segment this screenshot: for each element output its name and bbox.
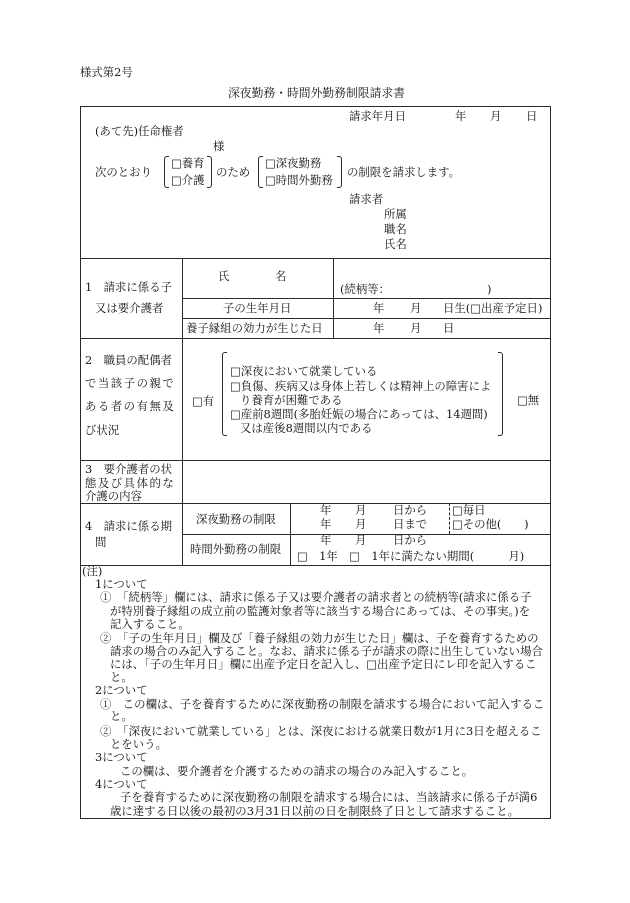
note-line: ① この欄は、子を養育するために深夜勤務の制限を請求する場合において記入するこ bbox=[100, 697, 545, 711]
reason-option-nursing-care: □介護 bbox=[171, 173, 205, 187]
note-group-title: 2について bbox=[95, 683, 148, 697]
note-group-title: 4について bbox=[95, 777, 148, 791]
note-line: と。 bbox=[110, 670, 133, 684]
request-date-day-unit: 日 bbox=[526, 109, 538, 123]
note-line: とをいう。 bbox=[110, 737, 167, 751]
note-line: 歳に達する日以後の最初の3月31日以前の日を制限終了日として請求すること。 bbox=[110, 804, 520, 818]
section4-divider bbox=[80, 565, 551, 566]
late-night-until-month-unit: 月 bbox=[355, 517, 367, 531]
relationship-close: ) bbox=[487, 282, 492, 296]
overtime-from-month-unit: 月 bbox=[355, 533, 367, 547]
requester-name-label: 氏名 bbox=[384, 237, 407, 251]
spouse-yes-option: □有 bbox=[192, 394, 215, 408]
section1-row-divider bbox=[182, 318, 551, 319]
section1-divider bbox=[80, 338, 551, 339]
note-line: ② 「子の生年月日」欄及び「養子縁組の効力が生じた日」欄は、子を養育するための bbox=[100, 631, 539, 645]
restriction-bracket-left bbox=[258, 156, 263, 188]
birthdate-day-suffix: 日生(□出産予定日) bbox=[443, 301, 543, 315]
condition-bracket-right bbox=[498, 352, 503, 436]
late-night-from-day-suffix: 日から bbox=[393, 503, 428, 517]
honorific: 様 bbox=[213, 139, 225, 153]
overtime-from-year-unit: 年 bbox=[320, 533, 332, 547]
closing-text: の制限を請求します。 bbox=[347, 165, 460, 179]
form-number: 様式第2号 bbox=[80, 65, 133, 79]
note-line: 記入すること。 bbox=[110, 617, 190, 631]
birthdate-month-unit: 月 bbox=[410, 301, 422, 315]
late-night-from-year-unit: 年 bbox=[320, 503, 332, 517]
spouse-condition-line: □負傷、疾病又は身体上若しくは精神上の障害によ bbox=[230, 379, 492, 393]
relationship-open: (続柄等： bbox=[340, 282, 391, 296]
spouse-condition-line: り養育が困難である bbox=[240, 393, 343, 407]
connector-text: のため bbox=[216, 165, 251, 179]
reason-option-childcare: □養育 bbox=[171, 156, 205, 170]
form-title: 深夜勤務・時間外勤務制限請求書 bbox=[228, 86, 405, 100]
adoption-date-label: 養子縁組の効力が生じた日 bbox=[186, 321, 323, 335]
section4-heading-line: 4 請求に係る期 bbox=[85, 519, 172, 533]
note-line: 請求の場合のみ記入すること。なお、請求に係る子が請求の際に出生していない場合 bbox=[110, 644, 543, 658]
request-date-year-unit: 年 bbox=[455, 109, 467, 123]
late-night-restriction-label: 深夜勤務の制限 bbox=[196, 512, 276, 526]
section4-row-divider bbox=[182, 534, 551, 535]
note-line: と。 bbox=[110, 709, 133, 723]
birthdate-label: 子の生年月日 bbox=[223, 301, 292, 315]
restriction-bracket-right bbox=[337, 156, 342, 188]
section1-heading-line: 1 請求に係る子 bbox=[85, 280, 172, 294]
label-column-divider bbox=[182, 258, 183, 565]
overtime-restriction-label: 時間外勤務の制限 bbox=[190, 542, 282, 556]
adoption-year-unit: 年 bbox=[373, 321, 385, 335]
frequency-option-other: □その他( ) bbox=[452, 517, 529, 531]
addressee-label: (あて先)任命権者 bbox=[95, 124, 184, 138]
request-date-label: 請求年月日 bbox=[349, 109, 406, 123]
section2-heading-line: で当該子の親で bbox=[85, 376, 176, 390]
late-night-from-month-unit: 月 bbox=[355, 503, 367, 517]
section2-heading-line: ある者の有無及 bbox=[85, 399, 176, 413]
spouse-condition-line: □産前8週間(多胎妊娠の場合にあっては、14週間) bbox=[230, 407, 488, 421]
birthdate-year-unit: 年 bbox=[373, 301, 385, 315]
section2-heading-line: 2 職員の配偶者 bbox=[85, 353, 172, 367]
spouse-no-option: □無 bbox=[517, 393, 540, 407]
note-group-title: 3について bbox=[95, 750, 148, 764]
lead-text: 次のとおり bbox=[95, 165, 152, 179]
note-line: ① 「続柄等」欄には、請求に係る子又は要介護者の請求者との続柄等(請求に係る子 bbox=[100, 590, 532, 604]
requester-affiliation-label: 所属 bbox=[384, 207, 407, 221]
requester-position-label: 職名 bbox=[384, 222, 407, 236]
section2-divider bbox=[80, 460, 551, 461]
requester-label: 請求者 bbox=[349, 192, 384, 206]
section1-row-divider bbox=[182, 298, 551, 299]
note-line: ② 「深夜において就業している」とは、深夜における就業日数が1月に3日を超えるこ bbox=[100, 724, 542, 738]
note-group-title: 1について bbox=[95, 577, 148, 591]
frequency-option-daily: □毎日 bbox=[452, 503, 486, 517]
name-label: 氏 名 bbox=[218, 269, 287, 283]
note-line: この欄は、要介護者を介護するための請求の場合のみ記入すること。 bbox=[120, 764, 474, 778]
section3-heading-line: 介護の内容 bbox=[85, 489, 142, 503]
note-line: には、「子の生年月日」欄に出産予定日を記入し、□出産予定日にレ印を記入するこ bbox=[110, 657, 537, 671]
note-line: が特別養子縁組の成立前の監護対象者等に該当する場合にあっては、その事実。)を bbox=[110, 604, 531, 618]
header-section-divider bbox=[80, 258, 551, 259]
section2-heading-line: び状況 bbox=[85, 423, 120, 437]
overtime-from-day-suffix: 日から bbox=[393, 533, 428, 547]
note-line: 子を養育するために深夜勤務の制限を請求する場合には、当該請求に係る子が満6 bbox=[120, 790, 538, 804]
overtime-period-options: □ 1年 □ 1年に満たない期間( 月) bbox=[297, 549, 525, 563]
reason-bracket-right bbox=[207, 156, 212, 188]
spouse-condition-line: □深夜において就業している bbox=[230, 364, 378, 378]
restriction-option-overtime: □時間外勤務 bbox=[265, 173, 333, 187]
adoption-day-unit: 日 bbox=[443, 321, 455, 335]
reason-bracket-left bbox=[164, 156, 169, 188]
late-night-until-day-suffix: 日まで bbox=[393, 517, 428, 531]
section4-heading-line: 間 bbox=[95, 535, 107, 549]
section1-heading-line: 又は要介護者 bbox=[95, 301, 164, 315]
section3-heading-line: 3 要介護者の状 bbox=[85, 462, 172, 476]
request-date-month-unit: 月 bbox=[490, 109, 502, 123]
late-night-until-year-unit: 年 bbox=[320, 517, 332, 531]
restriction-option-late-night: □深夜勤務 bbox=[265, 156, 322, 170]
adoption-month-unit: 月 bbox=[410, 321, 422, 335]
section3-heading-line: 態及び具体的な bbox=[85, 476, 176, 490]
condition-bracket-left bbox=[222, 352, 227, 436]
spouse-condition-line: 又は産後8週間以内である bbox=[240, 421, 373, 435]
notes-heading: (注) bbox=[82, 564, 103, 578]
frequency-dashed-divider bbox=[449, 503, 450, 534]
